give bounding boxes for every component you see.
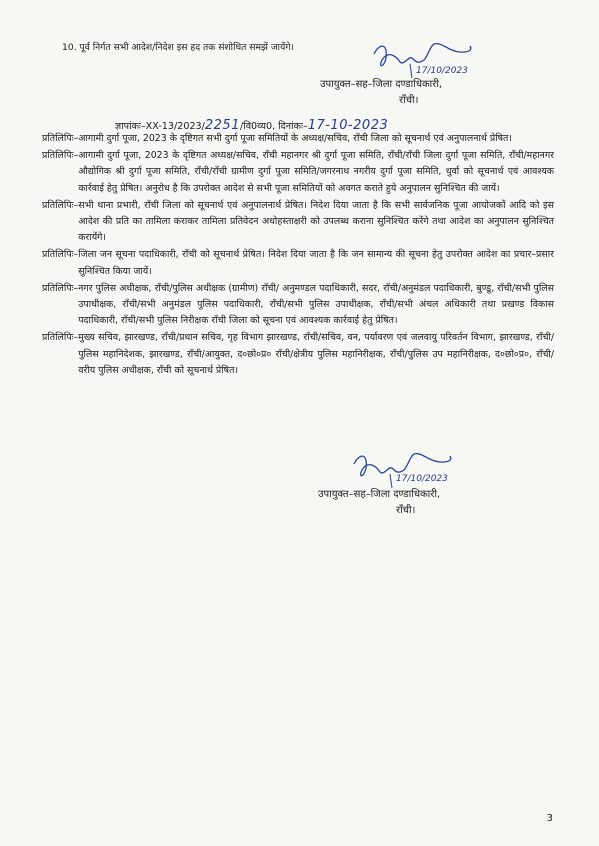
copy-block (42, 330, 554, 379)
copy-block (42, 148, 554, 197)
copy-text: आगामी दुर्गा पूजा, 2023 के दृष्टिगत अध्यक्ष/सचिव, राँची महानगर श्री दुर्गा पूजा समिति, राँची/राँची जिला दुर्गा पूजा समिति, राँची/महानगर औद्योगिक श्री दुर्गा पूजा समिति, राँची/राँची ग्रामीण दुर्गा पूजा समिति/जगरनाथ नगरीय दुर्गा पूजा समिति, धुर्वा को सूचनार्थ एवं आवश्यक कार्रवाई हेतु प्रेषित। अनुरोध है कि उपरोक्त आदेश से सभी पूजा समितियों को अवगत कराते हुये अनुपालन सुनिश्चित की जायें। (78, 150, 554, 194)
copy-text: आगामी दुर्गा पूजा, 2023 के दृष्टिगत सभी दुर्गा पूजा समितियों के अध्यक्ष/सचिव, राँची जिला को सूचनार्थ एवं अनुपालनार्थ प्रेषित। (78, 133, 512, 144)
copy-text: जिला जन सूचना पदाधिकारी, राँची को सूचनार्थ प्रेषित। निदेश दिया जाता है कि जन सामान्य की सूचना हेतु उपरोक्त आदेश का प्रचार–प्रसार सुनिश्चित किया जायें। (78, 249, 554, 277)
memo-number: 2251 (204, 118, 240, 133)
designation: उपायुक्त–सह–जिला दण्डाधिकारी, (318, 489, 441, 500)
city: राँची। (396, 505, 416, 516)
copy-text: सभी थाना प्रभारी, राँची जिला को सूचनार्थ एवं अनुपालनार्थ प्रेषित। निदेश दिया जाता है कि सभी सार्वजनिक पूजा आयोजकों आदि को इस आदेश की प्रति का तामिला कराकर तामिला प्रतिवेदन अधोहस्ताक्षरी को उपलब्ध कराना सुनिश्चित करेंगे तथा आदेश का अनुपालन सुनिश्चित करायेंगे। (78, 199, 554, 244)
memo-date: 17-10-2023 (307, 118, 389, 133)
copy-block (42, 198, 554, 247)
signature-date: 17/10/2023 (416, 66, 468, 76)
copy-list (42, 131, 554, 380)
memo-prefix: ज्ञापांकः–XX-13/2023/ (115, 121, 205, 132)
designation: उपायुक्त–सह–जिला दण्डाधिकारी, (320, 79, 443, 90)
copy-label: प्रतिलिपिः– (42, 133, 79, 144)
page-number: 3 (546, 813, 553, 824)
copy-text: नगर पुलिस अधीक्षक, राँची/पुलिस अधीक्षक (ग्रामीण) राँची/ अनुमण्डल पदाधिकारी, सदर, राँची/अनुमंडल पदाधिकारी, बुण्डू, राँची/सभी पुलिस उपाधीक्षक, राँची/सभी अनुमंडल पुलिस पदाधिकारी, राँची/सभी पुलिस उपाधीक्षक, राँची/सभी अंचल अधिकारी तथा प्रखण्ड विकास पदाधिकारी, राँची/सभी पुलिस निरीक्षक राँची जिला को सूचना एवं आवश्यक कार्रवाई हेतु प्रेषित। (78, 282, 554, 327)
copy-label: प्रतिलिपिः– (42, 150, 79, 162)
copy-label: प्रतिलिपिः– (42, 282, 79, 294)
copy-block (42, 281, 554, 330)
city: राँची। (399, 95, 419, 106)
copy-text: मुख्य सचिव, झारखण्ड, राँची/प्रधान सचिव, गृह विभाग झारखण्ड, राँची/सचिव, वन, पर्यावरण एवं जलवायु परिवर्तन विभाग, झारखण्ड, राँची/पुलिस महानिदेशक, झारखण्ड, राँची/आयुक्त, द०छो०प्र० राँची/क्षेत्रीय पुलिस महानिरीक्षक, राँची/पुलिस उप महानिरीक्षक, द०छो०प्र०, राँची/वरीय पुलिस अधीक्षक, राँची को सूचनार्थ प्रेषित। (78, 332, 554, 376)
copy-label: प्रतिलिपिः– (42, 199, 79, 211)
point-10-text: 10. पूर्व निर्गत सभी आदेश/निदेश इस हद तक संशोधित समझें जायेंगे। (62, 42, 295, 53)
signature-date: 17/10/2023 (396, 474, 448, 484)
copy-label: प्रतिलिपिः– (42, 332, 79, 344)
memo-middle: /वि0व्य0, दिनांकः– (239, 121, 308, 132)
copy-block (42, 247, 554, 279)
copy-label: प्रतिलिपिः– (42, 249, 79, 261)
copy-block (42, 131, 554, 147)
